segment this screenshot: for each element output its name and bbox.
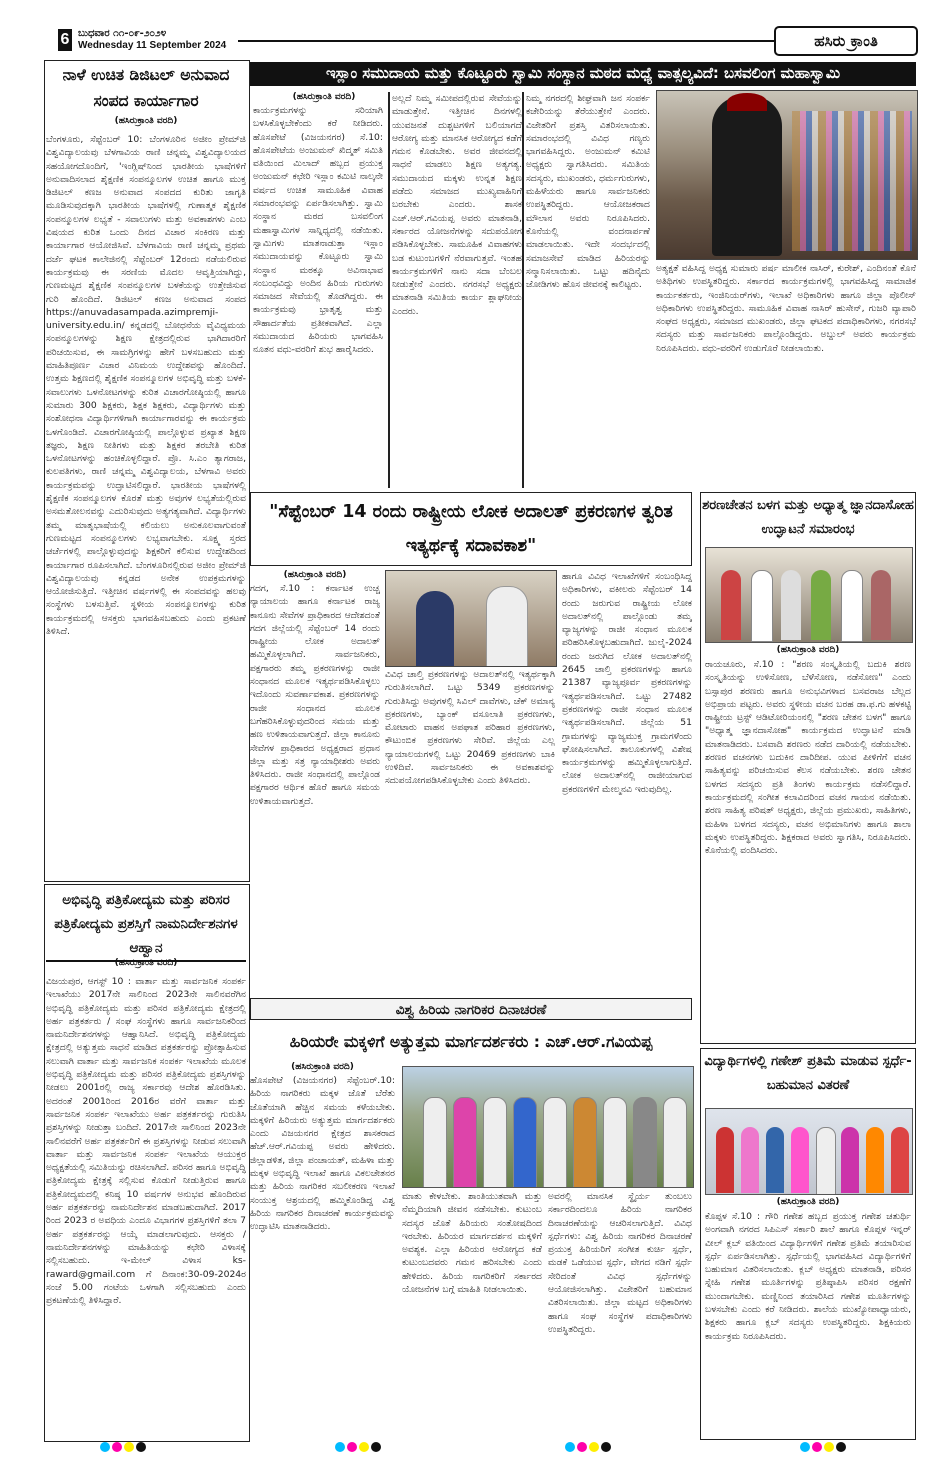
main-story-photo [656,90,918,260]
sharana-body: ರಾಯಚೂರು, ಸೆ.10 : "ಶರಣ ಸಂಸ್ಕೃತಿಯಲ್ಲಿ ಬದುಕಿ ಶರಣ ಸಂಸ್ಕೃತಿಯನ್ನು ಉಳಿಸೋಣ, ಬೆಳೆಸೋಣ, ನಡೆಸೋಣ" ಎಂದು ಬಸ್ಸಾಪುರ ಶರಣರು ಹಾಗೂ ಅನುಭವಿಗಳಾದ ಬಸವರಾಜ ಬೆಲ್ಲದ ಅಭಿಪ್ರಾಯ ಪಟ್ಟರು. ಅವರು ಸ್ಥಳೀಯ ವಚನ ಬರಹ ಡಾ.ಫ.ಗು ಹಳಕಟ್ಟಿ ರಾಷ್ಟ್ರೀಯ ಟ್ರಸ್ಟ್ ಆಡಿಟೋರಿಯಂನಲ್ಲಿ "ಶರಣ ಚೇತನ ಬಳಗ" ಹಾಗೂ "ಅಧ್ಯಾತ್ಮ ಜ್ಞಾನದಾಸೋಹ" ಕಾರ್ಯಕ್ರಮದ ಉದ್ಘಾಟನೆ ಮಾಡಿ ಮಾತನಾಡಿದರು. ಬಸವಾದಿ ಶರಣರು ನಡೆದ ದಾರಿಯಲ್ಲಿ ನಡೆಯಬೇಕು. ಶರಣರ ವಚನಗಳು ಬದುಕಿನ ದಾರಿದೀಪ. ಯುವ ಪೀಳಿಗೆಗೆ ವಚನ ಸಾಹಿತ್ಯವನ್ನು ಪರಿಚಯಿಸುವ ಕೆಲಸ ನಡೆಯಬೇಕು. ಶರಣ ಚೇತನ ಬಳಗದ ಸದಸ್ಯರು ಪ್ರತಿ ತಿಂಗಳು ಕಾರ್ಯಕ್ರಮ ನಡೆಸಲಿದ್ದಾರೆ. ಕಾರ್ಯಕ್ರಮದಲ್ಲಿ ಸಂಗೀತ ಕಲಾವಿದರಿಂದ ವಚನ ಗಾಯನ ನಡೆಯಿತು. ಶರಣ ಸಾಹಿತ್ಯ ಪರಿಷತ್ ಅಧ್ಯಕ್ಷರು, ಜಿಲ್ಲೆಯ ಪ್ರಮುಖರು, ಸಾಹಿತಿಗಳು, ಮಹಿಳಾ ಬಳಗದ ಸದಸ್ಯರು, ವಚನ ಅಭಿಮಾನಿಗಳು ಹಾಗೂ ಶಾಲಾ ಮಕ್ಕಳು ಉಪಸ್ಥಿತರಿದ್ದರು. ಶಿಕ್ಷಕರಾದ ಅವರು ಸ್ವಾಗತಿಸಿ, ನಿರೂಪಿಸಿದರು. ಕೊನೆಯಲ್ಲಿ ವಂದಿಸಿದರು. [705,659,911,857]
print-color-marks [565,1442,611,1454]
ganesh-title: ವಿದ್ಯಾರ್ಥಿಗಳಲ್ಲಿ ಗಣೇಶ್ ಪ್ರತಿಮೆ ಮಾಡುವ ಸ್ಪರ್ಧೆ-ಬಹುಮಾನ ವಿತರಣೆ [704,1054,912,1093]
column-rule [388,92,390,488]
sharana-photo [705,547,913,643]
left-story-byline: (ಹಸಿರುಕ್ರಾಂತಿ ವರದಿ) [114,116,178,126]
left-story-body: ಬೆಂಗಳೂರು, ಸೆಪ್ಟೆಂಬರ್ 10: ಬೆಂಗಳೂರಿನ ಅಜೀಂ ಪ್ರೇಮ್‌ಜಿ ವಿಶ್ವವಿದ್ಯಾಲಯವು ಬೆಳಗಾವಿಯ ರಾಣಿ ಚನ್ನಮ್ಮ ವಿಶ್ವವಿದ್ಯಾಲಯದ ಸಹಯೋಗದೊಂದಿಗೆ, 'ಇಂಗ್ಲಿಷ್‌ನಿಂದ ಭಾರತೀಯ ಭಾಷೆಗಳಿಗೆ ಅನುವಾದಿಸಲಾದ ಶೈಕ್ಷಣಿಕ ಸಂಪನ್ಮೂಲಗಳ ಉಚಿತ ಹಾಗೂ ಮುಕ್ತ ಡಿಜಿಟಲ್ ಕಣಜ ಅನುವಾದ ಸಂಪದದ ಕುರಿತು ಜಾಗೃತಿ ಮೂಡಿಸುವುದಕ್ಕಾಗಿ ಭಾರತೀಯ ಭಾಷೆಗಳಲ್ಲಿ ಗುಣಾತ್ಮಕ ಶೈಕ್ಷಣಿಕ ಸಂಪನ್ಮೂಲಗಳ ಲಭ್ಯತೆ - ಸವಾಲುಗಳು ಮತ್ತು ಅವಕಾಶಗಳು ಎಂಬ ವಿಷಯದ ಕುರಿತ ಒಂದು ದಿನದ ವಿಚಾರ ಸಂಕಿರಣ ಮತ್ತು ಕಾರ್ಯಾಗಾರ ಆಯೋಜಿಸಿವೆ. ಬೆಳಗಾವಿಯ ರಾಣಿ ಚನ್ನಮ್ಮ ಪ್ರಥಮ ದರ್ಜೆ ಘಟಕ ಕಾಲೇಜಿನಲ್ಲಿ ಸೆಪ್ಟೆಂಬರ್ 12ರಂದು ನಡೆಯಲಿರುವ ಕಾರ್ಯಕ್ರಮವು ಈ ಸರಣಿಯ ಮೊದಲ ಆವೃತ್ತಿಯಾಗಿದ್ದು, ಗುಣಮಟ್ಟದ ಶೈಕ್ಷಣಿಕ ಸಂಪನ್ಮೂಲಗಳ ಬಳಕೆಯನ್ನು ಉತ್ತೇಜಿಸುವ ಗುರಿ ಹೊಂದಿದೆ. ಡಿಜಿಟಲ್ ಕಣಜ ಅನುವಾದ ಸಂಪದ https://anuvadasampada.azimpremji-university.edu.in/ ಕನ್ನಡದಲ್ಲಿ ಬೋಧನೆಯ ವೈವಿಧ್ಯಮಯ ಸಂಪನ್ಮೂಲಗಳನ್ನು ಶಿಕ್ಷಣ ಕ್ಷೇತ್ರದಲ್ಲಿರುವ ಭಾಗಿದಾರರಿಗೆ ಪರಿಚಯಿಸುವ, ಈ ಸಾಮಗ್ರಿಗಳನ್ನು ಹೇಗೆ ಬಳಸಬಹುದು ಮತ್ತು ಮಾಹಿತಿಪೂರ್ಣ ವಿಚಾರ ವಿನಿಮಯ ಉದ್ದೇಶವನ್ನು ಹೊಂದಿದೆ. ಉತ್ತಮ ಶಿಕ್ಷಣದಲ್ಲಿ ಶೈಕ್ಷಣಿಕ ಸಂಪನ್ಮೂಲಗಳ ಅಭಿವೃದ್ಧಿ ಮತ್ತು ಬಳಕೆ-ಸವಾಲುಗಳು ಒಳನೋಟಗಳನ್ನು ಕುರಿತ ವಿಚಾರಗೋಷ್ಠಿಯಲ್ಲಿ ಹಾಗೂ ಸುಮಾರು 300 ಶಿಕ್ಷಕರು, ಶಿಕ್ಷಕ ಶಿಕ್ಷಕರು, ವಿದ್ಯಾರ್ಥಿಗಳು ಮತ್ತು ಸಂಶೋಧನಾ ವಿದ್ಯಾರ್ಥಿಗಳಿಗಾಗಿ ಕಾರ್ಯಾಗಾರವನ್ನು ಈ ಕಾರ್ಯಕ್ರಮ ಒಳಗೊಂಡಿದೆ. ವಿಚಾರಗೋಷ್ಠಿಯಲ್ಲಿ ಪಾಲ್ಗೊಳ್ಳುವ ಪ್ರಖ್ಯಾತ ಶಿಕ್ಷಣ ತಜ್ಞರು, ಶಿಕ್ಷಣ ನೀತಿಗಳು ಮತ್ತು ಶಿಕ್ಷಕರ ತರಬೇತಿ ಕುರಿತ ಒಳನೋಟಗಳನ್ನು ಹಂಚಿಕೊಳ್ಳಲಿದ್ದಾರೆ. ಪ್ರೊ. ಸಿ.ಎಂ ತ್ಯಾಗರಾಜ, ಕುಲಪತಿಗಳು, ರಾಣಿ ಚನ್ನಮ್ಮ ವಿಶ್ವವಿದ್ಯಾಲಯ, ಬೆಳಗಾವಿ ಅವರು ಕಾರ್ಯಕ್ರಮವನ್ನು ಉದ್ಘಾಟಿಸಲಿದ್ದಾರೆ. ಭಾರತೀಯ ಭಾಷೆಗಳಲ್ಲಿ ಶೈಕ್ಷಣಿಕ ಸಂಪನ್ಮೂಲಗಳ ಕೊರತೆ ಮತ್ತು ಅವುಗಳ ಲಭ್ಯತೆಯಲ್ಲಿರುವ ಅಸಮತೋಲನವನ್ನು ಎದುರಿಸುವುದು ಅತ್ಯಗತ್ಯವಾಗಿದೆ. ವಿದ್ಯಾರ್ಥಿಗಳು ತಮ್ಮ ಮಾತೃಭಾಷೆಯಲ್ಲಿ ಕಲಿಯಲು ಅನುಕೂಲವಾಗುವಂತೆ ಗುಣಮಟ್ಟದ ಸಂಪನ್ಮೂಲಗಳು ಲಭ್ಯವಾಗಬೇಕು. ಸೂಕ್ಷ್ಮ ಸ್ತರದ ಚರ್ಚೆಗಳಲ್ಲಿ ಪಾಲ್ಗೊಳ್ಳುವುದನ್ನು ಶಿಕ್ಷಕರಿಗೆ ಕಲಿಸುವ ಉದ್ದೇಶದಿಂದ ಕಾರ್ಯಾಗಾರ ರೂಪಿಸಲಾಗಿದೆ. ಬೆಂಗಳೂರಿನಲ್ಲಿರುವ ಅಜೀಂ ಪ್ರೇಮ್‌ಜಿ ವಿಶ್ವವಿದ್ಯಾಲಯವು ಕನ್ನಡದ ಅನೇಕ ಉಪಕ್ರಮಗಳನ್ನು ಆಯೋಜಿಸುತ್ತಿದೆ. ಇತ್ತೀಚಿನ ವರ್ಷಗಳಲ್ಲಿ ಈ ಸಂಪದವನ್ನು ಹಲವು ಸಂಸ್ಥೆಗಳು ಬಳಸುತ್ತಿವೆ. ಸ್ಥಳೀಯ ಸಂಪನ್ಮೂಲಗಳನ್ನು ಕುರಿತ ಕಾರ್ಯಕ್ರಮದಲ್ಲಿ ಆಸಕ್ತರು ಭಾಗವಹಿಸಬಹುದು ಎಂದು ಪ್ರಕಟಣೆ ತಿಳಿಸಿದೆ. [46,134,246,637]
lok-adalat-byline: (ಹಸಿರುಕ್ರಾಂತಿ ವರದಿ) [283,570,347,580]
senior-day-col1: ಹೊಸಪೇಟೆ (ವಿಜಯನಗರ) ಸೆಪ್ಟೆಂಬರ್.10: ಹಿರಿಯ ನಾಗರಿಕರು ಮಕ್ಕಳ ಜೊತೆ ಬೆರೆತು ಜೊತೆಯಾಗಿ ಹೆಚ್ಚಿನ ಸಮಯ ಕಳೆಯಬೇಕು. ಮಕ್ಕಳಿಗೆ ಹಿರಿಯರು ಅತ್ಯುತ್ತಮ ಮಾರ್ಗದರ್ಶಕರು ಎಂದು ವಿಜಯನಗರ ಕ್ಷೇತ್ರದ ಶಾಸಕರಾದ ಹೆಚ್.ಆರ್.ಗವಿಯಪ್ಪ ಅವರು ಹೇಳಿದರು. ಜಿಲ್ಲಾಡಳಿತ, ಜಿಲ್ಲಾ ಪಂಚಾಯತ್, ಮಹಿಳಾ ಮತ್ತು ಮಕ್ಕಳ ಅಭಿವೃದ್ಧಿ ಇಲಾಖೆ ಹಾಗೂ ವಿಕಲಚೇತನರ ಮತ್ತು ಹಿರಿಯ ನಾಗರಿಕರ ಸಬಲೀಕರಣ ಇಲಾಖೆ ಸಂಯುಕ್ತ ಆಶ್ರಯದಲ್ಲಿ ಹಮ್ಮಿಕೊಂಡಿದ್ದ ವಿಶ್ವ ಹಿರಿಯ ನಾಗರಿಕರ ದಿನಾಚರಣೆ ಕಾರ್ಯಕ್ರಮವನ್ನು ಉದ್ಘಾಟಿಸಿ ಮಾತನಾಡಿದರು. [250,1075,395,1233]
page-number: 6 [58,29,72,51]
page-header [48,26,918,56]
lok-adalat-col2: ವಿವಿಧ ಚಾಲ್ತಿ ಪ್ರಕರಣಗಳನ್ನು ಅದಾಲತ್‌ನಲ್ಲಿ ಇತ್ಯರ್ಥಕ್ಕಾಗಿ ಗುರುತಿಸಲಾಗಿದೆ. ಒಟ್ಟು 5349 ಪ್ರಕರಣಗಳನ್ನು ಗುರುತಿಸಿದ್ದು ಅವುಗಳಲ್ಲಿ ಸಿವಿಲ್ ದಾವೆಗಳು, ಚೆಕ್ ಅಮಾನ್ಯ ಪ್ರಕರಣಗಳು, ಬ್ಯಾಂಕ್ ವಸೂಲಾತಿ ಪ್ರಕರಣಗಳು, ಮೋಟಾರು ವಾಹನ ಅಪಘಾತ ಪರಿಹಾರ ಪ್ರಕರಣಗಳು, ಕೌಟುಂಬಿಕ ಪ್ರಕರಣಗಳು ಸೇರಿವೆ. ಜಿಲ್ಲೆಯ ಎಲ್ಲ ನ್ಯಾಯಾಲಯಗಳಲ್ಲಿ ಒಟ್ಟು 20469 ಪ್ರಕರಣಗಳು ಬಾಕಿ ಉಳಿದಿವೆ. ಸಾರ್ವಜನಿಕರು ಈ ಅವಕಾಶವನ್ನು ಸದುಪಯೋಗಪಡಿಸಿಕೊಳ್ಳಬೇಕು ಎಂದು ತಿಳಿಸಿದರು. [385,669,555,787]
lok-adalat-title: "ಸೆಪ್ಟೆಂಬರ್ 14 ರಂದು ರಾಷ್ಟ್ರೀಯ ಲೋಕ ಅದಾಲತ್ ಪ್ರಕರಣಗಳ ತ್ವರಿತ ಇತ್ಯರ್ಥಕ್ಕೆ ಸದಾವಕಾಶ" [250,492,692,566]
ganesh-byline: (ಹಸಿರುಕ್ರಾಂತಿ ವರದಿ) [776,1197,840,1207]
left-story2-title [46,888,246,962]
photo-crowd [792,111,912,251]
senior-day-col3: ಅವರಲ್ಲಿ ಮಾನಸಿಕ ಸ್ಥೈರ್ಯ ತುಂಬಲು ಸರ್ಕಾರದಿಂದಲೂ ಹಿರಿಯ ನಾಗರಿಕರ ದಿನಾಚರಣೆಯನ್ನು ಆಚರಿಸಲಾಗುತ್ತಿದೆ. ವಿವಿಧ ಸ್ಪರ್ಧೆಗಳು: ವಿಶ್ವ ಹಿರಿಯ ನಾಗರಿಕರ ದಿನಾಚರಣೆ ಪ್ರಯುಕ್ತ ಹಿರಿಯರಿಗೆ ಸಂಗೀತ ಕುರ್ಚಿ ಸ್ಪರ್ಧೆ, ಮಡಕೆ ಒಡೆಯುವ ಸ್ಪರ್ಧೆ, ವೇಗದ ನಡಿಗೆ ಸ್ಪರ್ಧೆ ಸೇರಿದಂತೆ ವಿವಿಧ ಸ್ಪರ್ಧೆಗಳನ್ನು ಆಯೋಜಿಸಲಾಗಿತ್ತು. ವಿಜೇತರಿಗೆ ಬಹುಮಾನ ವಿತರಿಸಲಾಯಿತು. ಜಿಲ್ಲಾ ಮಟ್ಟದ ಅಧಿಕಾರಿಗಳು ಹಾಗೂ ಸಂಘ ಸಂಸ್ಥೆಗಳ ಪದಾಧಿಕಾರಿಗಳು ಉಪಸ್ಥಿತರಿದ್ದರು. [548,1191,692,1335]
sharana-byline: (ಹಸಿರುಕ್ರಾಂತಿ ವರದಿ) [776,645,840,655]
lok-adalat-photo [385,570,557,667]
ganesh-photo [705,1108,913,1195]
photo-person-left [416,591,454,666]
photo-speaker [712,96,782,256]
photo-cap [727,93,767,111]
main-headline-banner: ಇಸ್ಲಾಂ ಸಮುದಾಯ ಮತ್ತು ಕೊಟ್ಟೂರು ಸ್ವಾಮಿ ಸಂಸ್ಥಾನ ಮಠದ ಮಧ್ಯೆ ವಾತ್ಸಲ್ಯವಿದೆ: ಬಸವಲಿಂಗ ಮಹಾಸ್ವಾಮಿ [250,62,916,86]
main-story-col3: ನಿಮ್ಮ ನಗರದಲ್ಲಿ ಶೀಘ್ರವಾಗಿ ಜನ ಸಂಪರ್ಕ ಕಚೇರಿಯನ್ನು ತೆರೆಯುತ್ತೇನೆ ಎಂದರು. ವಿಜೇತರಿಗೆ ಪ್ರಶಸ್ತಿ ವಿತರಿಸಲಾಯಿತು. ಸಮಾರಂಭದಲ್ಲಿ ವಿವಿಧ ಗಣ್ಯರು ಭಾಗವಹಿಸಿದ್ದರು. ಅಂಜುಮನ್ ಕಮಿಟಿ ಅಧ್ಯಕ್ಷರು ಸ್ವಾಗತಿಸಿದರು. ಸಮಿತಿಯ ಸದಸ್ಯರು, ಮುಖಂಡರು, ಧರ್ಮಗುರುಗಳು, ಮಹಿಳೆಯರು ಹಾಗೂ ಸಾರ್ವಜನಿಕರು ಉಪಸ್ಥಿತರಿದ್ದರು. ಆಯೋಜಕರಾದ ಮೌಲಾನ ಅವರು ನಿರೂಪಿಸಿದರು. ಕೊನೆಯಲ್ಲಿ ವಂದನಾರ್ಪಣೆ ಮಾಡಲಾಯಿತು. ಇದೇ ಸಂದರ್ಭದಲ್ಲಿ ಸಮಾಜಸೇವೆ ಮಾಡಿದ ಹಿರಿಯರನ್ನು ಸನ್ಮಾನಿಸಲಾಯಿತು. ಒಟ್ಟು ಹದಿನೈದು ಜೋಡಿಗಳು ಹೊಸ ಜೀವನಕ್ಕೆ ಕಾಲಿಟ್ಟರು. [526,93,650,291]
main-story-col1: ಕಾರ್ಯಕ್ರಮಗಳನ್ನು ಸರಿಯಾಗಿ ಬಳಸಿಕೊಳ್ಳಬೇಕೆಂದು ಕರೆ ನೀಡಿದರು. ಹೊಸಪೇಟೆ (ವಿಜಯನಗರ) ಸೆ.10: ಹೊಸಪೇಟೆಯ ಅಂಜುಮನ್ ಖಿದ್ಮತ್ ಸಮಿತಿ ವತಿಯಿಂದ ಮಿಲಾದ್ ಹಬ್ಬದ ಪ್ರಯುಕ್ತ ಅಂಜುಮನ್ ಕಛೇರಿ ಇಸ್ಲಾಂ ಕಮಿಟಿ ನಾಲ್ಕನೇ ವರ್ಷದ ಉಚಿತ ಸಾಮೂಹಿಕ ವಿವಾಹ ಸಮಾರಂಭವನ್ನು ಏರ್ಪಡಿಸಲಾಗಿತ್ತು. ಸ್ವಾಮಿ ಸಂಸ್ಥಾನ ಮಠದ ಬಸವಲಿಂಗ ಮಹಾಸ್ವಾಮಿಗಳ ಸಾನ್ನಿಧ್ಯದಲ್ಲಿ ನಡೆಯಿತು. ಸ್ವಾಮಿಗಳು ಮಾತನಾಡುತ್ತಾ ಇಸ್ಲಾಂ ಸಮುದಾಯವನ್ನು ಕೊಟ್ಟೂರು ಸ್ವಾಮಿ ಸಂಸ್ಥಾನ ಮಠಕ್ಕೂ ಅವಿನಾಭಾವ ಸಂಬಂಧವಿದ್ದು ಅಂದಿನ ಹಿರಿಯ ಗುರುಗಳು ಸಮಾಜದ ಸೇವೆಯಲ್ಲಿ ತೊಡಗಿದ್ದರು. ಈ ಕಾರ್ಯಕ್ರಮವು ಭ್ರಾತೃತ್ವ ಮತ್ತು ಸೌಹಾರ್ದತೆಯ ಪ್ರತೀಕವಾಗಿದೆ. ಎಲ್ಲಾ ಸಮುದಾಯದ ಹಿರಿಯರು ಭಾಗವಹಿಸಿ ನೂತನ ವಧು-ವರರಿಗೆ ಶುಭ ಹಾರೈಸಿದರು. [253,105,383,356]
senior-day-photo [402,1066,694,1188]
main-story-col2: ಅಲ್ಲದೆ ನಿಮ್ಮ ಸಮೀಪದಲ್ಲಿರುವ ಸೇವೆಯನ್ನು ಮಾಡುತ್ತೇನೆ. ಇತ್ತೀಚಿನ ದಿನಗಳಲ್ಲಿ ಯುವಜನತೆ ದುಶ್ಚಟಗಳಿಗೆ ಬಲಿಯಾಗದೆ ಆರೋಗ್ಯ ಮತ್ತು ಮಾನಸಿಕ ಆರೋಗ್ಯದ ಕಡೆಗೆ ಗಮನ ಕೊಡಬೇಕು. ಅವರ ಜೀವನದಲ್ಲಿ ಸಾಧನೆ ಮಾಡಲು ಶಿಕ್ಷಣ ಅತ್ಯಗತ್ಯ. ಸಮುದಾಯದ ಮಕ್ಕಳು ಉನ್ನತ ಶಿಕ್ಷಣ ಪಡೆದು ಸಮಾಜದ ಮುಖ್ಯವಾಹಿನಿಗೆ ಬರಬೇಕು ಎಂದರು. ಶಾಸಕ ಎಚ್.ಆರ್.ಗವಿಯಪ್ಪ ಅವರು ಮಾತನಾಡಿ, ಸರ್ಕಾರದ ಯೋಜನೆಗಳನ್ನು ಸದುಪಯೋಗ ಪಡಿಸಿಕೊಳ್ಳಬೇಕು. ಸಾಮೂಹಿಕ ವಿವಾಹಗಳು ಬಡ ಕುಟುಂಬಗಳಿಗೆ ನೆರವಾಗುತ್ತವೆ. ಇಂತಹ ಕಾರ್ಯಕ್ರಮಗಳಿಗೆ ನಾನು ಸದಾ ಬೆಂಬಲ ನೀಡುತ್ತೇನೆ ಎಂದರು. ನಗರಸಭೆ ಅಧ್ಯಕ್ಷರು ಮಾತನಾಡಿ ಸಮಿತಿಯ ಕಾರ್ಯ ಶ್ಲಾಘನೀಯ ಎಂದರು. [392,93,522,317]
column-rule [522,92,524,488]
left-story2-body: ವಿಜಯಪುರ, ಆಗಸ್ಟ್ 10 : ವಾರ್ತಾ ಮತ್ತು ಸಾರ್ವಜನಿಕ ಸಂಪರ್ಕ ಇಲಾಖೆಯು 2017ನೇ ಸಾಲಿನಿಂದ 2023ನೇ ಸಾಲಿನವರೆಗಿನ ಅಭಿವೃದ್ಧಿ ಪತ್ರಿಕೋದ್ಯಮ ಮತ್ತು ಪರಿಸರ ಪತ್ರಿಕೋದ್ಯಮ ಕ್ಷೇತ್ರದಲ್ಲಿ ಅರ್ಹ ಪತ್ರಕರ್ತರು / ಸಂಘ ಸಂಸ್ಥೆಗಳು ಹಾಗೂ ಸಾರ್ವಜನಿಕರಿಂದ ನಾಮನಿರ್ದೇಶನಗಳನ್ನು ಆಹ್ವಾನಿಸಿದೆ. ಅಭಿವೃದ್ಧಿ ಪತ್ರಿಕೋದ್ಯಮ ಕ್ಷೇತ್ರದಲ್ಲಿ ಅತ್ಯುತ್ತಮ ಸಾಧನೆ ಮಾಡಿದ ಪತ್ರಕರ್ತರನ್ನು ಪ್ರೋತ್ಸಾಹಿಸುವ ಸಲುವಾಗಿ ವಾರ್ತಾ ಮತ್ತು ಸಾರ್ವಜನಿಕ ಸಂಪರ್ಕ ಇಲಾಖೆಯ ಮೂಲಕ ಅಭಿವೃದ್ಧಿ ಪತ್ರಿಕೋದ್ಯಮ ಮತ್ತು ಪರಿಸರ ಪತ್ರಿಕೋದ್ಯಮ ಪ್ರಶಸ್ತಿಗಳನ್ನು ನೀಡಲು 2001ರಲ್ಲಿ ರಾಜ್ಯ ಸರ್ಕಾರವು ಆದೇಶ ಹೊರಡಿಸಿತು. ಅದರಂತೆ 2001ರಿಂದ 2016ರ ವರೆಗೆ ವಾರ್ತಾ ಮತ್ತು ಸಾರ್ವಜನಿಕ ಸಂಪರ್ಕ ಇಲಾಖೆಯು ಅರ್ಹ ಪತ್ರಕರ್ತರನ್ನು ಗುರುತಿಸಿ ಪ್ರಶಸ್ತಿಗಳನ್ನು ನೀಡುತ್ತಾ ಬಂದಿದೆ. 2017ನೇ ಸಾಲಿನಿಂದ 2023ನೇ ಸಾಲಿನವರೆಗೆ ಅರ್ಹ ಪತ್ರಕರ್ತರಿಗೆ ಈ ಪ್ರಶಸ್ತಿಗಳನ್ನು ನೀಡುವ ಸಲುವಾಗಿ ವಾರ್ತಾ ಮತ್ತು ಸಾರ್ವಜನಿಕ ಸಂಪರ್ಕ ಇಲಾಖೆಯ ಆಯುಕ್ತರ ಅಧ್ಯಕ್ಷತೆಯಲ್ಲಿ ಸಮಿತಿಯನ್ನು ರಚಿಸಲಾಗಿದೆ. ಪರಿಸರ ಹಾಗೂ ಅಭಿವೃದ್ಧಿ ಪತ್ರಿಕೋದ್ಯಮ ಕ್ಷೇತ್ರಕ್ಕೆ ಸಲ್ಲಿಸುವ ಕೊಡುಗೆ ನೀಡುತ್ತಿರುವ ಹಾಗೂ ಪತ್ರಿಕೋದ್ಯಮದಲ್ಲಿ ಕನಿಷ್ಠ 10 ವರ್ಷಗಳ ಅನುಭವ ಹೊಂದಿರುವ ಅರ್ಹ ಪತ್ರಕರ್ತರನ್ನು ನಾಮನಿರ್ದೇಶನ ಮಾಡಬಹುದಾಗಿದೆ. 2017 ರಿಂದ 2023 ರ ಅವಧಿಯ ಎಂದೂ ವಿಭಾಗಗಳ ಪ್ರಶಸ್ತಿಗಳಿಗೆ ತಲಾ 7 ಅರ್ಹ ಪತ್ರಕರ್ತರನ್ನು ಆಯ್ಕೆ ಮಾಡಲಾಗುವುದು. ಆಸಕ್ತರು / ನಾಮನಿರ್ದೇಶನಗಳನ್ನು ಮಾಹಿತಿಯನ್ನು ಕಛೇರಿ ವಿಳಾಸಕ್ಕೆ ಸಲ್ಲಿಸಬಹುದು. ಇ-ಮೇಲ್ ವಿಳಾಸ ks-raward@gmail.com ಗೆ ದಿನಾಂಕ:30-09-2024ರ ಸಂಜೆ 5.00 ಗಂಟೆಯ ಒಳಗಾಗಿ ಸಲ್ಲಿಸಬಹುದು ಎಂದು ಪ್ರಕಟಣೆಯಲ್ಲಿ ತಿಳಿಸಿದ್ದಾರೆ. [46,976,246,1307]
main-story-caption: ಅತ್ಯಕ್ಷತೆ ವಹಿಸಿದ್ದ ಅಧ್ಯಕ್ಷ ಸುಮಾರು ಪರ್ಷ ಮಾಲೀಕ ನಾಸಿರ್, ಕುರೇಶ್, ಎಂದಿನಂತೆ ಕೊನೆ ಅತಿಥಿಗಳು ಉಪಸ್ಥಿತರಿದ್ದರು. ಸರ್ಕಾರದ ಕಾರ್ಯಕ್ರಮಗಳಲ್ಲಿ ಭಾಗವಹಿಸಿದ್ದ ಸಾಮಾಜಿಕ ಕಾರ್ಯಕರ್ತರು, ಇಂಜಿನಿಯರ್‌ಗಳು, ಇಲಾಖೆ ಅಧಿಕಾರಿಗಳು ಹಾಗೂ ಜಿಲ್ಲಾ ಪೊಲೀಸ್ ಅಧಿಕಾರಿಗಳು ಉಪಸ್ಥಿತರಿದ್ದರು. ಸಾಮೂಹಿಕ ವಿವಾಹ ನಾಸಿರ್ ಹುಸೇನ್, ಗುಜರಿ ವ್ಯಾಪಾರಿ ಸಂಘದ ಅಧ್ಯಕ್ಷರು, ಸಮಾಜದ ಮುಖಂಡರು, ಜಿಲ್ಲಾ ಘಟಕದ ಪದಾಧಿಕಾರಿಗಳು, ನಗರಸಭೆ ಸದಸ್ಯರು ಮತ್ತು ಸಾರ್ವಜನಿಕರು ಪಾಲ್ಗೊಂಡಿದ್ದರು. ಅಬ್ದುಲ್ ಅವರು ಕಾರ್ಯಕ್ರಮ ನಿರೂಪಿಸಿದರು. ವಧು-ವರರಿಗೆ ಉಡುಗೊರೆ ನೀಡಲಾಯಿತು. [656,263,916,354]
print-color-marks [100,1442,146,1454]
photo-person-right [486,586,528,667]
lok-adalat-col1: ಗದಗ, ಸೆ.10 : ಕರ್ನಾಟಕ ಉಚ್ಚ ನ್ಯಾಯಾಲಯ ಹಾಗೂ ಕರ್ನಾಟಕ ರಾಜ್ಯ ಕಾನೂನು ಸೇವೆಗಳ ಪ್ರಾಧಿಕಾರದ ಆದೇಶದಂತೆ ಗದಗ ಜಿಲ್ಲೆಯಲ್ಲಿ ಸೆಪ್ಟೆಂಬರ್ 14 ರಂದು ರಾಷ್ಟ್ರೀಯ ಲೋಕ ಅದಾಲತ್ ಹಮ್ಮಿಕೊಳ್ಳಲಾಗಿದೆ. ಸಾರ್ವಜನಿಕರು, ಪಕ್ಷಗಾರರು ತಮ್ಮ ಪ್ರಕರಣಗಳನ್ನು ರಾಜೀ ಸಂಧಾನದ ಮೂಲಕ ಇತ್ಯರ್ಥಪಡಿಸಿಕೊಳ್ಳಲು ಇದೊಂದು ಸುವರ್ಣಾವಕಾಶ. ಪ್ರಕರಣಗಳನ್ನು ರಾಜೀ ಸಂಧಾನದ ಮೂಲಕ ಬಗೆಹರಿಸಿಕೊಳ್ಳುವುದರಿಂದ ಸಮಯ ಮತ್ತು ಹಣ ಉಳಿತಾಯವಾಗುತ್ತದೆ. ಜಿಲ್ಲಾ ಕಾನೂನು ಸೇವೆಗಳ ಪ್ರಾಧಿಕಾರದ ಅಧ್ಯಕ್ಷರಾದ ಪ್ರಧಾನ ಜಿಲ್ಲಾ ಮತ್ತು ಸತ್ರ ನ್ಯಾಯಾಧೀಶರು ಅವರು ತಿಳಿಸಿದರು. ರಾಜೀ ಸಂಧಾನದಲ್ಲಿ ಪಾಲ್ಗೊಂಡ ಪಕ್ಷಗಾರರ ಆರ್ಥಿಕ ಹೊರೆ ಹಾಗೂ ಸಮಯ ಉಳಿತಾಯವಾಗುತ್ತದೆ. [250,583,380,807]
left-story-title: ನಾಳೆ ಉಚಿತ ಡಿಜಿಟಲ್ ಅನುವಾದ ಸಂಪದ ಕಾರ್ಯಾಗಾರ [62,66,230,110]
left-story2-title-text: ಅಭಿವೃದ್ಧಿ ಪತ್ರಿಕೋದ್ಯಮ ಮತ್ತು ಪರಿಸರ ಪತ್ರಿಕೋದ್ಯಮ ಪ್ರಶಸ್ತಿಗೆ ನಾಮನಿರ್ದೇಶನಗಳ ಆಹ್ವಾನ [46,888,246,962]
masthead: ಹಸಿರು ಕ್ರಾಂತಿ [774,26,918,56]
senior-day-title: ಹಿರಿಯರೇ ಮಕ್ಕಳಿಗೆ ಅತ್ಯುತ್ತಮ ಮಾರ್ಗದರ್ಶಕರು : ಎಚ್.ಆರ್.ಗವಿಯಪ್ಪ [289,1033,653,1051]
header-rule [238,40,798,42]
senior-day-col2: ಮಾತು ಕೇಳಬೇಕು. ಶಾಂತಿಯುತವಾಗಿ ಮತ್ತು ನೆಮ್ಮದಿಯಾಗಿ ಜೀವನ ನಡೆಸಬೇಕು. ಕುಟುಂಬ ಸದಸ್ಯರ ಜೊತೆ ಹಿರಿಯರು ಸಂತೋಷದಿಂದ ಇರಬೇಕು. ಹಿರಿಯರ ಮಾರ್ಗದರ್ಶನ ಮಕ್ಕಳಿಗೆ ಅವಶ್ಯಕ. ಎಲ್ಲಾ ಹಿರಿಯರ ಆರೋಗ್ಯದ ಕಡೆ ಕುಟುಂಬದವರು ಗಮನ ಹರಿಸಬೇಕು ಎಂದು ಹೇಳಿದರು. ಹಿರಿಯ ನಾಗರಿಕರಿಗೆ ಸರ್ಕಾರದ ಯೋಜನೆಗಳ ಬಗ್ಗೆ ಮಾಹಿತಿ ನೀಡಲಾಯಿತು. [402,1191,542,1296]
senior-day-strap: ವಿಶ್ವ ಹಿರಿಯ ನಾಗರಿಕರ ದಿನಾಚರಣೆ [250,998,692,1020]
print-color-marks [335,1442,381,1454]
sharana-title: ಶರಣಚೇತನ ಬಳಗ ಮತ್ತು ಅಧ್ಯಾತ್ಮ ಜ್ಞಾನದಾಸೋಹ ಉದ್ಘಾಟನೆ ಸಮಾರಂಭ [702,498,914,537]
date-english: Wednesday 11 September 2024 [78,40,227,51]
date-kannada: ಬುಧವಾರ ೧೧-೦೯-೨೦೨೪ [78,28,167,39]
left-story2-byline: (ಹಸಿರುಕ್ರಾಂತಿ ವರದಿ) [114,958,178,968]
print-color-marks [800,1442,846,1454]
senior-day-byline: (ಹಸಿರುಕ್ರಾಂತಿ ವರದಿ) [291,1062,354,1072]
ganesh-body: ಕೊಪ್ಪಳ ಸೆ.10 : ಗೌರಿ ಗಣೇಶ ಹಬ್ಬದ ಪ್ರಯುಕ್ತ ಗಣೇಶ ಚತುರ್ಥಿ ಅಂಗವಾಗಿ ನಗರದ ಸಿಪಿಎಸ್ ಸರ್ಕಾರಿ ಶಾಲೆ ಹಾಗೂ ಕೊಪ್ಪಳ ಇನ್ನರ್ ವೀಲ್ ಕ್ಲಬ್ ವತಿಯಿಂದ ವಿದ್ಯಾರ್ಥಿಗಳಿಗೆ ಗಣೇಶ ಪ್ರತಿಮೆ ತಯಾರಿಸುವ ಸ್ಪರ್ಧೆ ಏರ್ಪಡಿಸಲಾಗಿತ್ತು. ಸ್ಪರ್ಧೆಯಲ್ಲಿ ಭಾಗವಹಿಸಿದ ವಿದ್ಯಾರ್ಥಿಗಳಿಗೆ ಬಹುಮಾನ ವಿತರಿಸಲಾಯಿತು. ಕ್ಲಬ್ ಅಧ್ಯಕ್ಷರು ಮಾತನಾಡಿ, ಪರಿಸರ ಸ್ನೇಹಿ ಗಣೇಶ ಮೂರ್ತಿಗಳನ್ನು ಪ್ರತಿಷ್ಠಾಪಿಸಿ ಪರಿಸರ ರಕ್ಷಣೆಗೆ ಮುಂದಾಗಬೇಕು. ಮಣ್ಣಿನಿಂದ ತಯಾರಿಸಿದ ಗಣೇಶ ಮೂರ್ತಿಗಳನ್ನು ಬಳಸಬೇಕು ಎಂದು ಕರೆ ನೀಡಿದರು. ಶಾಲೆಯ ಮುಖ್ಯೋಪಾಧ್ಯಾಯರು, ಶಿಕ್ಷಕರು ಹಾಗೂ ಕ್ಲಬ್ ಸದಸ್ಯರು ಉಪಸ್ಥಿತರಿದ್ದರು. ಶಿಕ್ಷಕಿಯರು ಕಾರ್ಯಕ್ರಮ ನಿರೂಪಿಸಿದರು. [705,1211,911,1342]
lok-adalat-col3: ಹಾಗೂ ವಿವಿಧ ಇಲಾಖೆಗಳಿಗೆ ಸಂಬಂಧಿಸಿದ್ದ ಅಧಿಕಾರಿಗಳು, ವಕೀಲರು ಸೆಪ್ಟೆಂಬರ್ 14 ರಂದು ಜರುಗುವ ರಾಷ್ಟ್ರೀಯ ಲೋಕ ಅದಾಲತ್‌ನಲ್ಲಿ ಪಾಲ್ಗೊಂಡು ತಮ್ಮ ವ್ಯಾಜ್ಯಗಳನ್ನು ರಾಜೀ ಸಂಧಾನ ಮೂಲಕ ಪರಿಹರಿಸಿಕೊಳ್ಳಬಹುದಾಗಿದೆ. ಜುಲೈ-2024 ರಂದು ಜರುಗಿದ ಲೋಕ ಅದಾಲತ್‌ನಲ್ಲಿ 2645 ಚಾಲ್ತಿ ಪ್ರಕರಣಗಳನ್ನು ಹಾಗೂ 21387 ವ್ಯಾಜ್ಯಪೂರ್ವ ಪ್ರಕರಣಗಳನ್ನು ಇತ್ಯರ್ಥಪಡಿಸಲಾಗಿದೆ. ಒಟ್ಟು 27482 ಪ್ರಕರಣಗಳನ್ನು ರಾಜೀ ಸಂಧಾನ ಮೂಲಕ ಇತ್ಯರ್ಥಪಡಿಸಲಾಗಿದೆ. ಜಿಲ್ಲೆಯ 51 ಗ್ರಾಮಗಳನ್ನು ವ್ಯಾಜ್ಯಮುಕ್ತ ಗ್ರಾಮಗಳೆಂದು ಘೋಷಿಸಲಾಗಿದೆ. ತಾಲೂಕುಗಳಲ್ಲಿ ವಿಶೇಷ ಕಾರ್ಯಕ್ರಮಗಳನ್ನು ಹಮ್ಮಿಕೊಳ್ಳಲಾಗುತ್ತಿದೆ. ಲೋಕ ಅದಾಲತ್‌ನಲ್ಲಿ ರಾಜೀಯಾಗುವ ಪ್ರಕರಣಗಳಿಗೆ ಮೇಲ್ಮನವಿ ಇರುವುದಿಲ್ಲ. [562,571,692,795]
main-story-byline: (ಹಸಿರುಕ್ರಾಂತಿ ವರದಿ) [292,92,356,102]
